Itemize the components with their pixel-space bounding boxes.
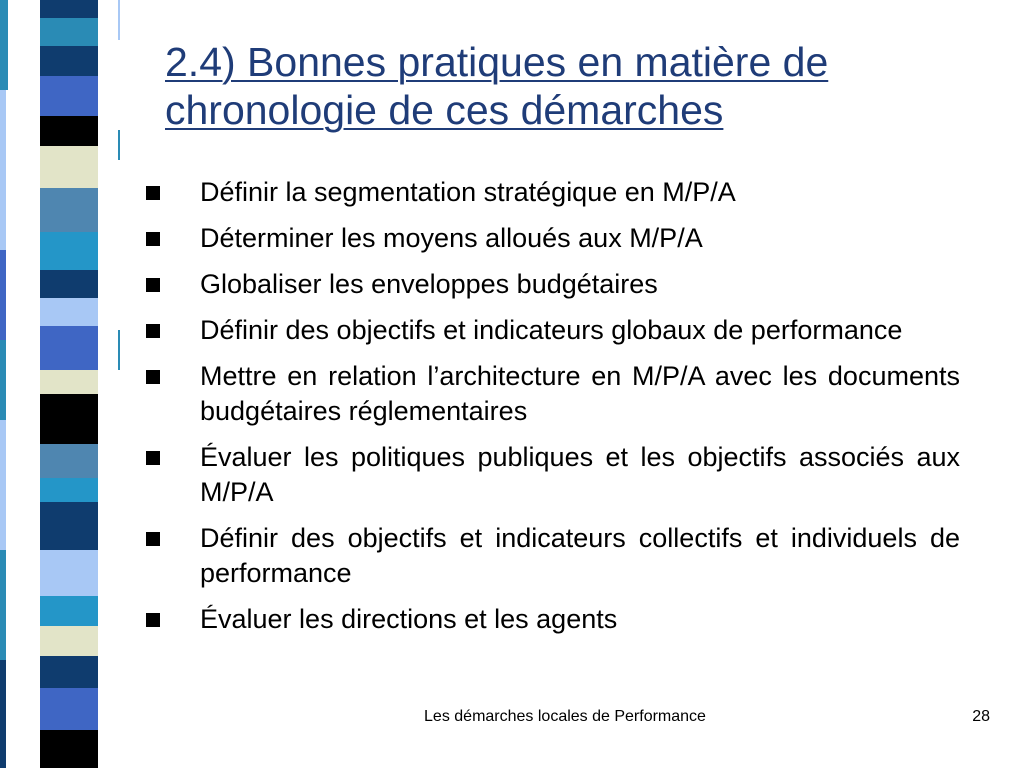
decorative-stripe xyxy=(40,326,98,370)
decorative-stripe xyxy=(40,502,98,550)
bullet-item xyxy=(140,267,960,302)
bullet-item xyxy=(140,521,960,591)
footer-text: Les démarches locales de Performance xyxy=(424,708,706,725)
decorative-stripe xyxy=(40,626,98,656)
decorative-stripe xyxy=(0,250,6,340)
decorative-stripe xyxy=(40,270,98,298)
decorative-stripe xyxy=(40,370,98,394)
bullet-item xyxy=(140,440,960,510)
bullet-item xyxy=(140,313,960,348)
decorative-stripe xyxy=(40,478,98,502)
bullet-text: Mettre en relation l’architecture en M/P/A avec les documents budgétaires réglementaires xyxy=(200,361,960,426)
decorative-stripe xyxy=(40,18,98,46)
square-bullet-icon xyxy=(146,613,160,627)
square-bullet-icon xyxy=(146,370,160,384)
decorative-stripe xyxy=(40,730,98,768)
bullet-text: Définir des objectifs et indicateurs collectifs et individuels de performance xyxy=(200,523,960,588)
decorative-stripe xyxy=(0,340,6,420)
bullet-text: Définir la segmentation stratégique en M/P/A xyxy=(200,177,736,207)
decorative-stripe xyxy=(118,0,120,40)
page-number: 28 xyxy=(972,708,990,725)
decorative-stripe xyxy=(40,444,98,478)
bullet-text: Déterminer les moyens alloués aux M/P/A xyxy=(200,223,703,253)
decorative-stripe xyxy=(0,90,6,250)
bullet-text: Évaluer les politiques publiques et les objectifs associés aux M/P/A xyxy=(200,442,960,507)
decorative-stripe xyxy=(0,550,6,660)
decorative-stripe xyxy=(40,46,98,76)
square-bullet-icon xyxy=(146,278,160,292)
bullet-text: Globaliser les enveloppes budgétaires xyxy=(200,269,658,299)
decorative-stripe xyxy=(0,660,6,768)
decorative-stripe xyxy=(40,688,98,730)
decorative-stripe xyxy=(0,420,6,550)
decorative-stripe xyxy=(40,232,98,270)
bullet-list xyxy=(140,175,960,648)
slide-title: 2.4) Bonnes pratiques en matière de chronologie de ces démarches xyxy=(165,39,829,133)
decorative-stripe xyxy=(0,0,8,90)
bullet-item xyxy=(140,602,960,637)
decorative-stripe xyxy=(40,656,98,688)
square-bullet-icon xyxy=(146,324,160,338)
bullet-item xyxy=(140,175,960,210)
square-bullet-icon xyxy=(146,186,160,200)
bullet-text: Définir des objectifs et indicateurs globaux de performance xyxy=(200,315,903,345)
bullet-text: Évaluer les directions et les agents xyxy=(200,604,618,634)
decorative-stripe xyxy=(40,394,98,444)
decorative-stripe xyxy=(40,146,98,188)
decorative-stripe xyxy=(40,116,98,146)
decorative-stripe xyxy=(118,130,120,160)
decorative-stripe xyxy=(40,298,98,326)
decorative-stripe-bar xyxy=(0,0,120,768)
decorative-stripe xyxy=(118,330,120,370)
decorative-stripe xyxy=(40,76,98,116)
decorative-stripe xyxy=(40,0,98,18)
square-bullet-icon xyxy=(146,451,160,465)
square-bullet-icon xyxy=(146,232,160,246)
bullet-item xyxy=(140,221,960,256)
decorative-stripe xyxy=(40,188,98,232)
decorative-stripe xyxy=(40,596,98,626)
square-bullet-icon xyxy=(146,532,160,546)
decorative-stripe xyxy=(40,550,98,596)
bullet-item xyxy=(140,359,960,429)
